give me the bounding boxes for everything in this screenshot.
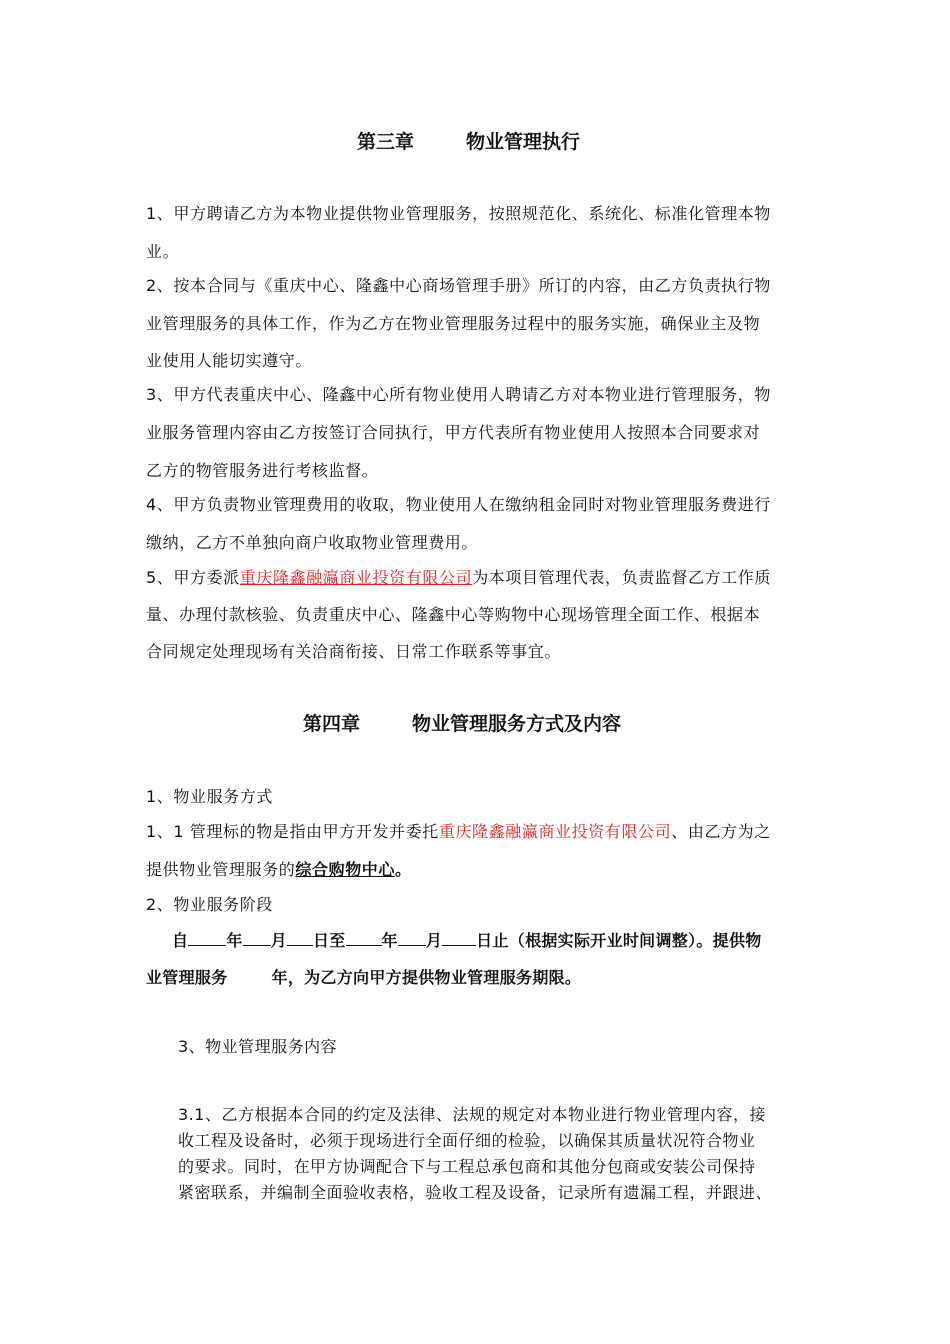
period-ri-zhi: 日至 xyxy=(312,931,346,950)
ch4-s11-suffix: 、由乙方为之 xyxy=(671,822,771,841)
ch4-period-line1 xyxy=(172,928,762,951)
chapter3-heading xyxy=(357,127,580,154)
ch3-item1-line1: 1、甲方聘请乙方为本物业提供物业管理服务，按照规范化、系统化、标准化管理本物 xyxy=(146,204,771,223)
ch3-item2-line3: 业使用人能切实遵守。 xyxy=(146,351,313,370)
blank-month-end[interactable] xyxy=(398,931,426,946)
period-l2-suffix: 年，为乙方向甲方提供物业管理服务期限。 xyxy=(271,968,582,987)
blank-month-start[interactable] xyxy=(243,931,271,946)
blank-year-end[interactable] xyxy=(346,931,382,946)
ch4-s31-line4: 紧密联系，并编制全面验收表格，验收工程及设备，记录所有遗漏工程，并跟进、 xyxy=(178,1183,773,1202)
ch3-item3-line3: 乙方的物管服务进行考核监督。 xyxy=(146,461,379,480)
blank-day-start[interactable] xyxy=(287,931,313,946)
ch4-s11-l2-prefix: 提供物业管理服务的 xyxy=(146,860,296,879)
ch4-section3: 3、物业管理服务内容 xyxy=(178,1037,338,1056)
ch3-item4-line1: 4、甲方负责物业管理费用的收取，物业使用人在缴纳租金同时对物业管理服务费进行 xyxy=(146,495,771,514)
ch4-section1-1-line1 xyxy=(146,819,771,842)
ch4-period-line2 xyxy=(146,965,581,988)
chapter4-title: 物业管理服务方式及内容 xyxy=(412,713,622,735)
ch4-section1-1-line2 xyxy=(146,857,412,880)
period-yue1: 月 xyxy=(270,931,287,950)
ch3-item5-line2: 量、办理付款核验、负责重庆中心、隆鑫中心等购物中心现场管理全面工作、根据本 xyxy=(146,605,761,624)
period-zi: 自 xyxy=(172,931,189,950)
ch4-s11-shopping-center: 综合购物中心 xyxy=(295,860,396,879)
ch3-item5-suffix: 为本项目管理代表，负责监督乙方工作质 xyxy=(472,568,771,587)
chapter4-number: 第四章 xyxy=(303,713,361,735)
ch4-s31-line3: 的要求。同时，在甲方协调配合下与工程总承包商和其他分包商或安装公司保持 xyxy=(178,1157,756,1176)
ch4-section1: 1、物业服务方式 xyxy=(146,787,273,806)
ch3-item5-line1 xyxy=(146,565,771,588)
ch4-s31-line2: 收工程及设备时，必须于现场进行全面仔细的检验，以确保其质量状况符合物业 xyxy=(178,1131,756,1150)
chapter3-number: 第三章 xyxy=(357,131,415,153)
ch4-s11-l2-suffix: 。 xyxy=(395,860,412,879)
blank-day-end[interactable] xyxy=(442,931,476,946)
ch3-item5-line3: 合同规定处理现场有关洽商衔接、日常工作联系等事宜。 xyxy=(146,642,562,661)
ch3-item1-line2: 业。 xyxy=(146,242,180,261)
ch4-section2: 2、物业服务阶段 xyxy=(146,895,273,914)
period-ri-zhi2: 日止（根据实际开业时间调整）。提供物 xyxy=(476,931,762,950)
period-yue2: 月 xyxy=(425,931,443,950)
ch4-s11-prefix: 1、1 管理标的物是指由甲方开发并委托 xyxy=(146,822,439,841)
ch3-item2-line2: 业管理服务的具体工作，作为乙方在物业管理服务过程中的服务实施，确保业主及物 xyxy=(146,314,761,333)
ch3-item2-line1: 2、按本合同与《重庆中心、隆鑫中心商场管理手册》所订的内容，由乙方负责执行物 xyxy=(146,276,771,295)
chapter3-title: 物业管理执行 xyxy=(466,131,581,153)
blank-year-start[interactable] xyxy=(188,931,226,946)
ch3-item5-company: 重庆隆鑫融瀛商业投资有限公司 xyxy=(239,568,473,587)
chapter4-heading xyxy=(303,709,621,736)
ch3-item3-line2: 业服务管理内容由乙方按签订合同执行，甲方代表所有物业使用人按照本合同要求对 xyxy=(146,423,761,442)
ch4-s11-company: 重庆隆鑫融瀛商业投资有限公司 xyxy=(438,822,672,841)
period-nian1: 年 xyxy=(226,931,243,950)
period-nian2: 年 xyxy=(381,931,398,950)
ch3-item3-line1: 3、甲方代表重庆中心、隆鑫中心所有物业使用人聘请乙方对本物业进行管理服务，物 xyxy=(146,385,771,404)
ch3-item5-prefix: 5、甲方委派 xyxy=(146,568,240,587)
ch3-item4-line2: 缴纳，乙方不单独向商户收取物业管理费用。 xyxy=(146,533,479,552)
ch4-s31-line1: 3.1、乙方根据本合同的约定及法律、法规的规定对本物业进行物业管理内容，接 xyxy=(178,1105,766,1124)
period-l2-prefix: 业管理服务 xyxy=(146,968,228,987)
